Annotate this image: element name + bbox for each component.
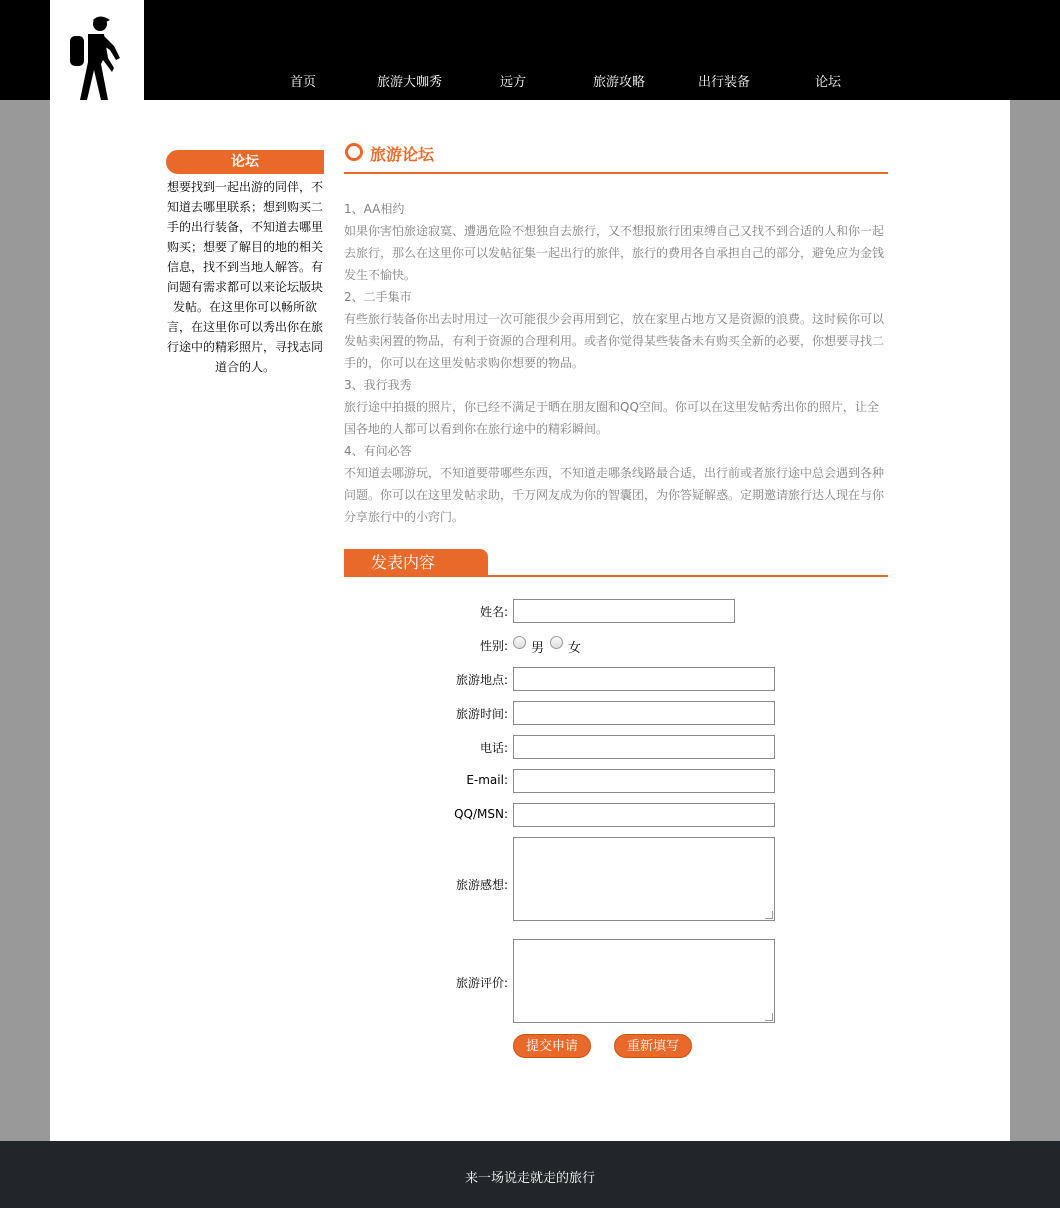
content bbox=[344, 140, 888, 577]
section-body: 有些旅行装备你出去时用过一次可能很少会再用到它，放在家里占地方又是资源的浪费。这时候你可以发帖卖闲置的物品，有利于资源的合理利用。或者你觉得某些装备未有购买全新的必要，你想要寻找二手的，你可以在这里发帖求购你想要的物品。 bbox=[344, 312, 885, 370]
submit-button[interactable]: 提交申请 bbox=[513, 1034, 591, 1058]
section-heading: 2、二手集市 bbox=[344, 290, 412, 304]
section-heading: 1、AA相约 bbox=[344, 202, 405, 216]
name-input[interactable] bbox=[513, 599, 735, 623]
page-title-row bbox=[344, 140, 888, 174]
feeling-textarea[interactable] bbox=[513, 837, 775, 921]
phone-label: 电话: bbox=[479, 741, 508, 755]
review-textarea[interactable] bbox=[513, 939, 775, 1023]
forum-article bbox=[344, 198, 888, 528]
nav-item-forum[interactable]: 论坛 bbox=[815, 75, 842, 90]
time-input[interactable] bbox=[513, 701, 775, 725]
phone-input[interactable] bbox=[513, 735, 775, 759]
gender-female-radio[interactable] bbox=[550, 636, 563, 649]
gender-label: 性别: bbox=[479, 639, 508, 653]
time-label: 旅游时间: bbox=[455, 707, 508, 721]
feeling-label: 旅游感想: bbox=[455, 878, 508, 892]
gender-male-radio[interactable] bbox=[513, 636, 526, 649]
place-input[interactable] bbox=[513, 667, 775, 691]
sidebar bbox=[166, 150, 324, 377]
post-section-title: 发表内容 bbox=[344, 549, 488, 576]
reset-button[interactable]: 重新填写 bbox=[614, 1034, 692, 1058]
review-label: 旅游评价: bbox=[455, 976, 508, 990]
email-label: E-mail: bbox=[466, 773, 508, 787]
gender-female-label: 女 bbox=[568, 641, 582, 656]
resize-grip-icon[interactable] bbox=[765, 1013, 773, 1021]
main-panel bbox=[50, 100, 1010, 1141]
section-body: 旅行途中拍摄的照片，你已经不满足于晒在朋友圈和QQ空间。你可以在这里发帖秀出你的照片，让全国各地的人都可以看到你在旅行途中的精彩瞬间。 bbox=[344, 400, 879, 436]
section-body: 如果你害怕旅途寂寞、遭遇危险不想独自去旅行，又不想报旅行团束缚自己又找不到合适的人和你一起去旅行，那么在这里你可以发帖征集一起出行的旅伴，旅行的费用各自承担自己的部分，避免应为金钱发生不愉快。 bbox=[344, 224, 885, 282]
section-body: 不知道去哪游玩，不知道要带哪些东西，不知道走哪条线路最合适，出行前或者旅行途中总会遇到各种问题。你可以在这里发帖求助，千万网友成为你的智囊团，为你答疑解惑。定期邀请旅行达人现在与你分享旅行中的小窍门。 bbox=[344, 466, 885, 524]
qq-input[interactable] bbox=[513, 803, 775, 827]
main-nav bbox=[0, 71, 1060, 91]
gender-male-label: 男 bbox=[531, 641, 545, 656]
place-label: 旅游地点: bbox=[455, 673, 508, 687]
post-section-header bbox=[344, 549, 888, 577]
footer bbox=[0, 1141, 1060, 1208]
nav-item-far-away[interactable]: 远方 bbox=[500, 75, 527, 90]
sidebar-title: 论坛 bbox=[166, 150, 324, 174]
section-heading: 4、有问必答 bbox=[344, 444, 412, 458]
sidebar-text: 想要找到一起出游的同伴，不知道去哪里联系；想到购买二手的出行装备，不知道去哪里购买；想要了解目的地的相关信息，找不到当地人解答。有问题有需求都可以来论坛版块发帖。在这里你可以畅所欲言，在这里你可以秀出你在旅行途中的精彩照片，寻找志同道合的人。 bbox=[166, 180, 323, 374]
circle-icon bbox=[345, 143, 363, 161]
name-label: 姓名: bbox=[479, 605, 508, 619]
footer-text: 来一场说走就走的旅行 bbox=[464, 1171, 595, 1186]
nav-item-guides[interactable]: 旅游攻略 bbox=[593, 75, 646, 90]
page-title: 旅游论坛 bbox=[370, 145, 435, 164]
qq-label: QQ/MSN: bbox=[454, 807, 508, 821]
resize-grip-icon[interactable] bbox=[765, 911, 773, 919]
nav-item-gear[interactable]: 出行装备 bbox=[698, 75, 751, 90]
section-heading: 3、我行我秀 bbox=[344, 378, 412, 392]
top-header bbox=[0, 0, 1060, 100]
nav-item-travel-stars[interactable]: 旅游大咖秀 bbox=[377, 75, 443, 90]
nav-item-home[interactable]: 首页 bbox=[290, 75, 317, 90]
email-input[interactable] bbox=[513, 769, 775, 793]
